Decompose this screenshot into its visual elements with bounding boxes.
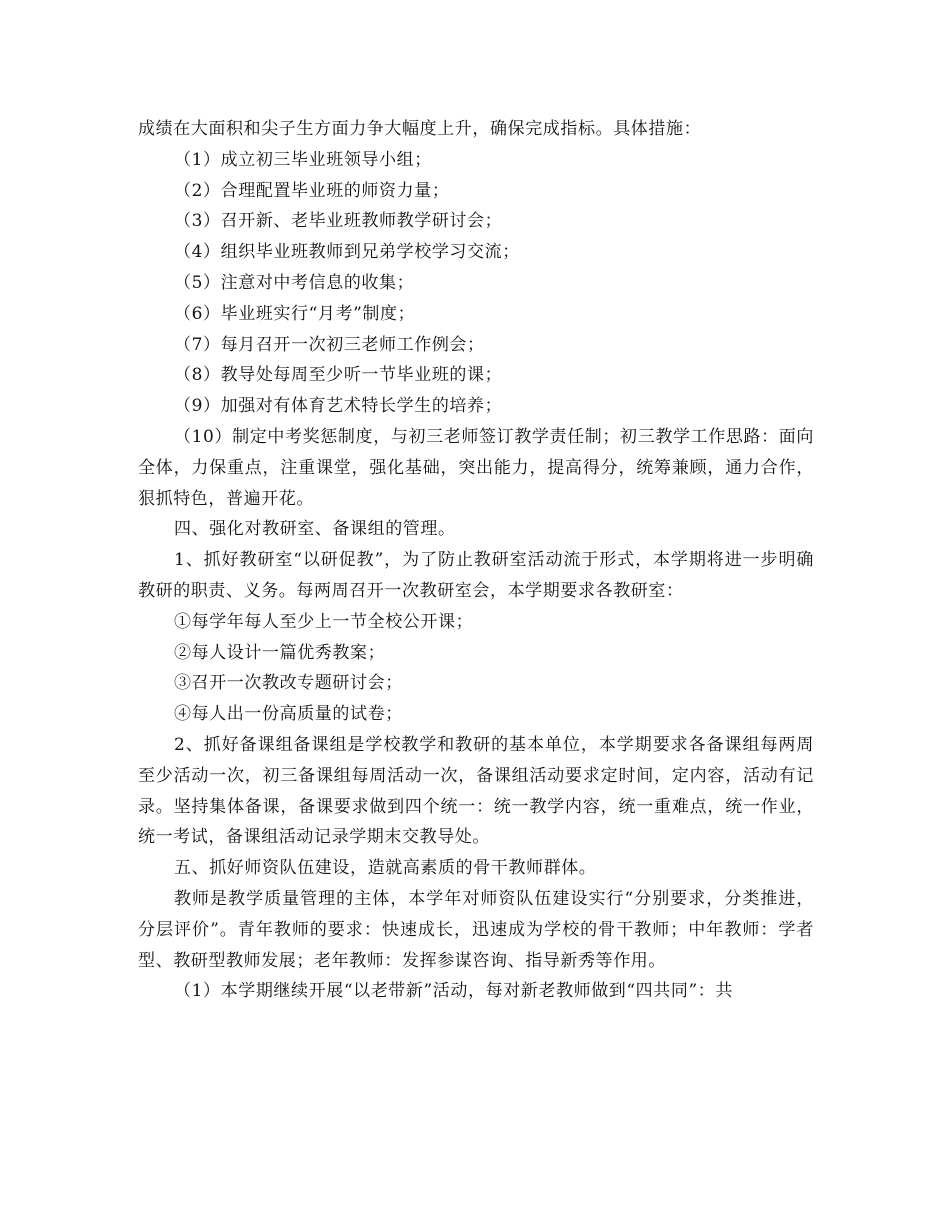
list-item: ④每人出一份高质量的试卷； bbox=[174, 704, 403, 725]
list-item: ③召开一次教改专题研讨会； bbox=[174, 673, 403, 694]
list-item: （6）毕业班实行“月考”制度； bbox=[174, 303, 416, 324]
list-item: （2）合理配置毕业班的师资力量； bbox=[174, 180, 450, 201]
document-body bbox=[138, 114, 814, 1007]
list-item: （9）加强对有体育艺术特长学生的培养； bbox=[174, 396, 503, 417]
list-item: （4）组织毕业班教师到兄弟学校学习交流； bbox=[174, 242, 520, 263]
section-heading: 五、抓好师资队伍建设，造就高素质的骨干教师群体。 bbox=[174, 858, 597, 879]
list-item: ①每学年每人至少上一节全校公开课； bbox=[174, 611, 474, 632]
list-item: （7）每月召开一次初三老师工作例会； bbox=[174, 334, 485, 355]
paragraph: 2、抓好备课组备课组是学校教学和教研的基本单位，本学期要求各备课组每两周至少活动一次，初三备课组每周活动一次，备课组活动要求定时间，定内容，活动有记录。坚持集体备课，备课要求做到四个统一：统一教学内容，统一重难点，统一作业，统一考试，备课组活动记录学期末交教导处。 bbox=[138, 734, 814, 848]
section-heading: 四、强化对教研室、备课组的管理。 bbox=[174, 519, 456, 540]
list-item: （5）注意对中考信息的收集； bbox=[174, 272, 415, 293]
paragraph: 教师是教学质量管理的主体，本学年对师资队伍建设实行“分别要求，分类推进，分层评价”。青年教师的要求：快速成长，迅速成为学校的骨干教师；中年教师：学者型、教研型教师发展；老年教师：发挥参谋咨询、指导新秀等作用。 bbox=[138, 888, 814, 971]
list-item: （10）制定中考奖惩制度，与初三老师签订教学责任制；初三教学工作思路：面向全体，力保重点，注重课堂，强化基础，突出能力，提高得分，统筹兼顾，通力合作，狠抓特色，普遍开花。 bbox=[138, 426, 814, 509]
list-item: （1）成立初三毕业班领导小组； bbox=[174, 149, 432, 170]
list-item: （3）召开新、老毕业班教师教学研讨会； bbox=[174, 211, 503, 232]
list-item: ②每人设计一篇优秀教案； bbox=[174, 642, 386, 663]
list-item: （8）教导处每周至少听一节毕业班的课； bbox=[174, 365, 503, 386]
paragraph: 1、抓好教研室“以研促教”，为了防止教研室活动流于形式，本学期将进一步明确教研的职责、义务。每两周召开一次教研室会，本学期要求各教研室： bbox=[138, 550, 814, 601]
paragraph: 成绩在大面积和尖子生方面力争大幅度上升，确保完成指标。具体措施： bbox=[138, 119, 702, 139]
paragraph: （1）本学期继续开展“以老带新”活动，每对新老教师做到“四共同”：共 bbox=[174, 981, 733, 1002]
